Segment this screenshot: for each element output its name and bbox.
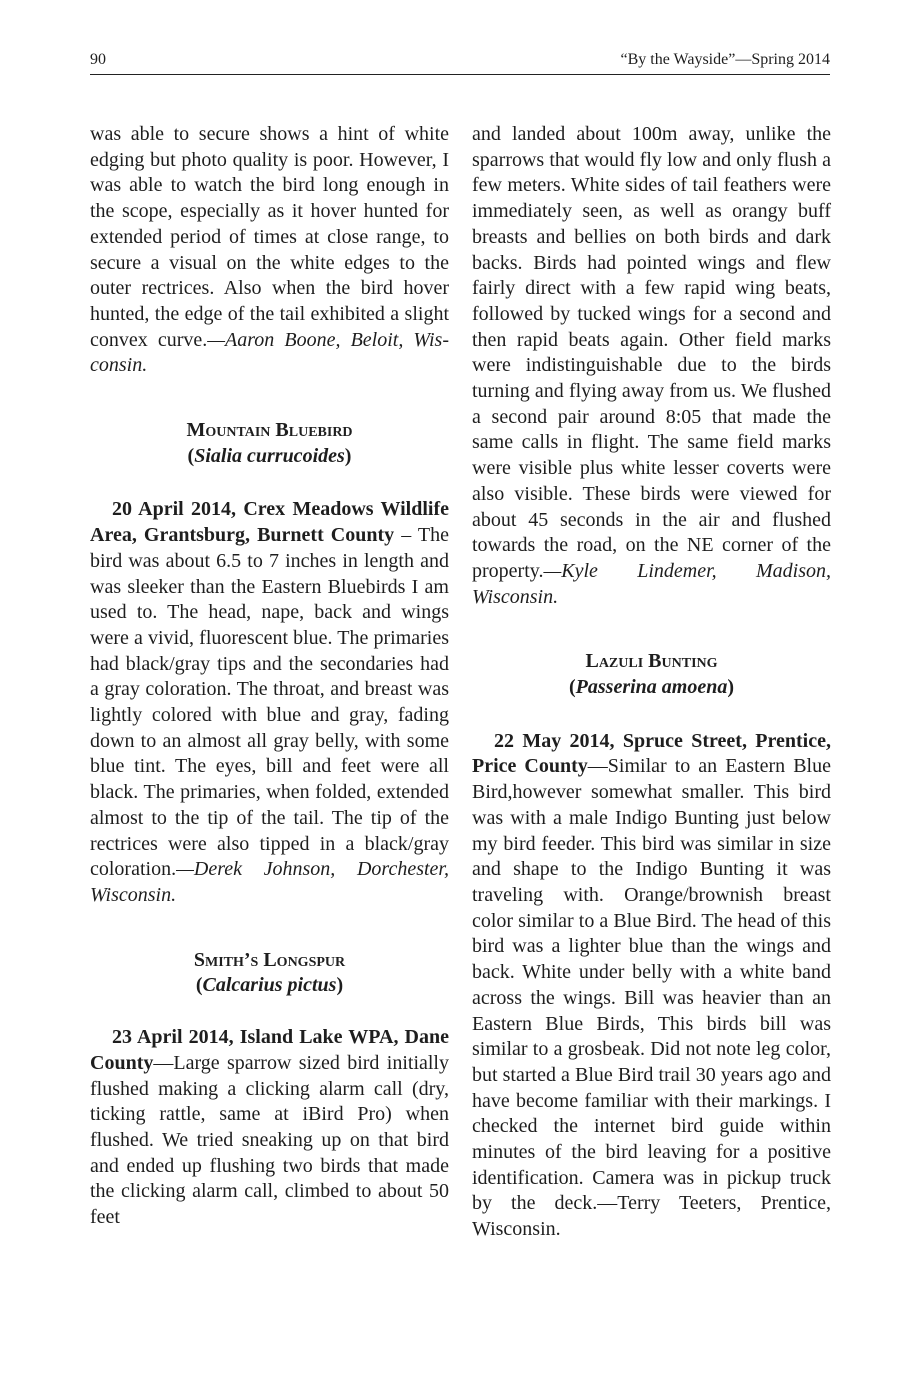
species-heading-smiths-longspur [90, 948, 449, 999]
report-signature: —Derek Johnson, Dorchester, Wisconsin. [90, 858, 449, 906]
report-smiths-longspur-continued [472, 122, 831, 610]
report-body: – The bird was about 6.5 to 7 inches in length and was sleeker than the Eastern Bluebirds I am used to. The head, nape, back and wings were a vivid, fluorescent blue. The primaries had black/gray tips and the secondaries had a gray coloration. The throat, and breast was lightly colored with blue and gray, fading down to an almost all gray belly, with some blue tint. The eyes, bill and feet were all black. The primaries, when folded, extended almost to the tip of the tail. The tip of the rectrices were also tipped in a black/gray coloration. [90, 524, 450, 881]
report-body-continued: and landed about 100m away, unlike the sparrows that would fly low and only flush a few meters. White sides of tail feathers were immediately seen, as well as orangy buff breasts and bellies on both birds and dark backs. Birds had pointed wings and flew fairly direct with a few rapid wing beats, followed by tucked wings for a second and then rapid beats again. Other field marks were indistinguishable due to the birds turning and flying away from us. We flushed a second pair around 8:05 that made the same calls in flight. The same field marks were visible plus white lesser coverts were also visible. These birds were viewed for about 45 seconds in the air and flushed towards the road, on the NE corner of the property. [472, 123, 831, 582]
species-heading-mountain-bluebird [90, 418, 449, 469]
species-scientific-name: (Calcarius pictus) [195, 974, 344, 997]
species-scientific-name: (Passerina amoena) [568, 676, 735, 699]
species-heading-lazuli-bunting [472, 649, 831, 700]
report-lazuli-bunting [472, 729, 831, 1243]
right-column [472, 122, 831, 1243]
species-common-name: Mountain Bluebird [186, 419, 353, 442]
continued-signature: —Aaron Boone, Beloit, Wisconsin. [90, 328, 450, 377]
report-body: —Similar to an Eastern Blue Bird,however somewhat smaller. This bird was with a male Indigo Bunting just below my bird feeder. This bird was similar in size and shape to the Indigo Bunting it was traveling with. Orange/brownish breast color similar to a Blue Bird. The head of this bird was a lighter blue than the wings and back. White under belly with a white band across the wings. Bill was heavier than an Eastern Blue Birds, This birds bill was similar to a grosbeak. Did not note leg color, but started a Blue Bird trail 30 years ago and have become familiar with their markings. I checked the internet bird guide within minutes of the bird leaving for a positive identification. Camera was in pickup truck by the deck.—Terry Teeters, Prentice, Wisconsin. [472, 755, 831, 1241]
report-lead: 20 April 2014, Crex Meadows Wildlife Area, Grantsburg, Burnett County [90, 498, 449, 547]
species-scientific-name: (Sialia currucoides) [187, 444, 352, 467]
continued-paragraph [90, 122, 449, 379]
left-column [90, 122, 449, 1231]
report-signature: —Kyle Lindemer, Madison, Wisconsin. [472, 559, 831, 608]
report-mountain-bluebird [90, 497, 449, 908]
running-title: “By the Wayside”—Spring 2014 [620, 51, 830, 68]
report-lead: 23 April 2014, Island Lake WPA, Dane County [90, 1026, 449, 1074]
species-common-name: Smith’s Longspur [193, 948, 346, 971]
report-smiths-longspur [90, 1025, 449, 1231]
continued-text: was able to secure shows a hint of white edging but photo quality is poor. However, I was able to watch the bird long enough in the scope, especially as it hover hunted for extended period of times at close range, to secure a visual on the white edges to the outer rectrices. Also when the bird hover hunted, the edge of the tail exhibited a slight convex curve. [90, 123, 449, 351]
species-common-name: Lazuli Bunting [585, 650, 718, 673]
report-body: —Large sparrow sized bird initially flushed making a clicking alarm call (dry, ticking rattle, same at iBird Pro) when flushed. We tried sneaking up on that bird and ended up flushing two birds that made the clicking alarm call, climbed to about 50 feet [90, 1051, 449, 1229]
page-header [90, 48, 830, 75]
report-lead: 22 May 2014, Spruce Street, Prentice, Price County [472, 729, 831, 778]
page-number: 90 [90, 51, 106, 68]
